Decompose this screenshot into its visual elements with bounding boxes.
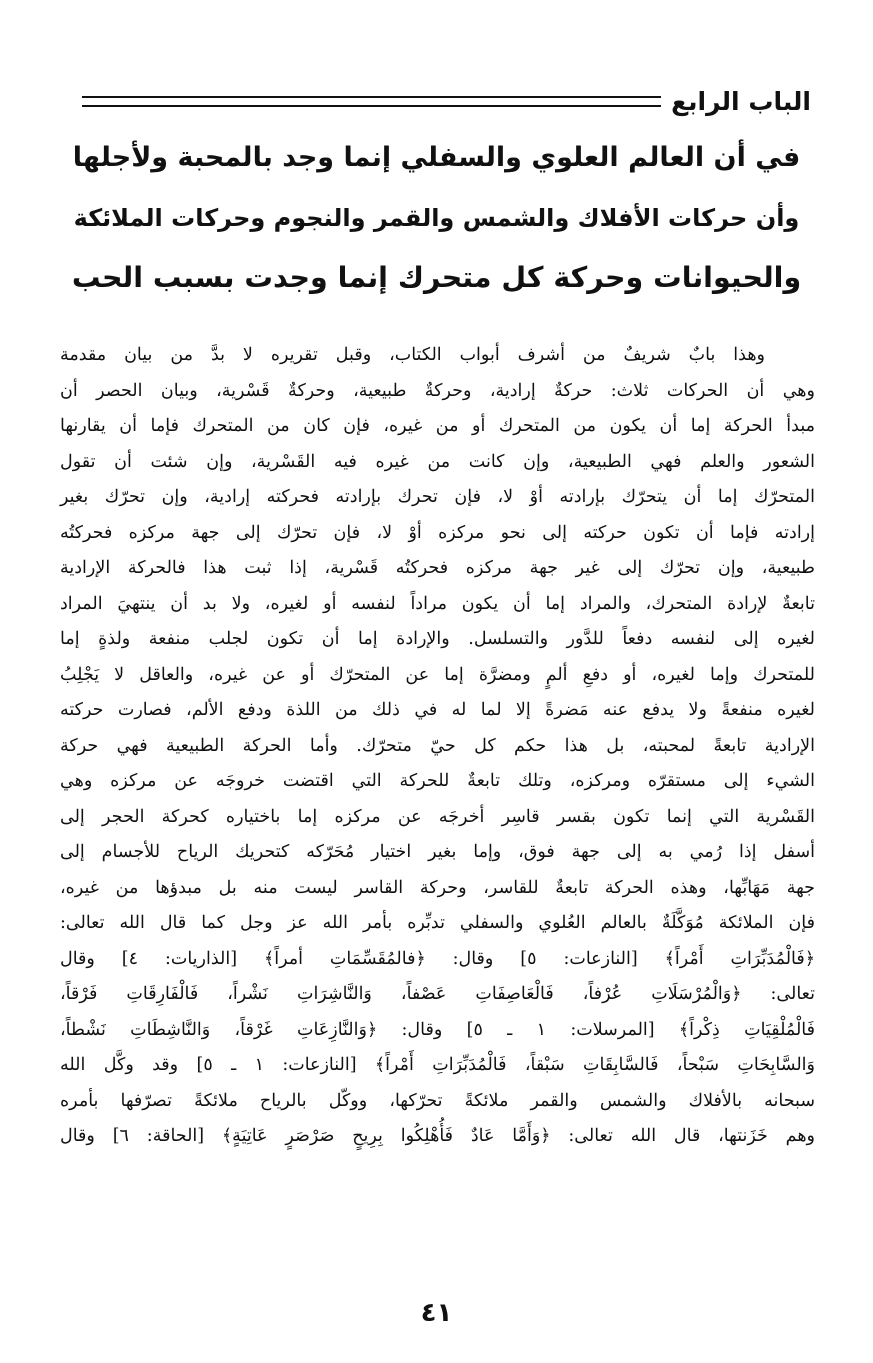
body-line: مبدأ الحركة إما أن يكون من المتحرك أو من غيره، فإن كان من المتحرك فإما أن يقارنها xyxy=(60,416,815,436)
body-line: لغيره إلى لنفسه دفعاً للدَّور والتسلسل. والإرادة إما أن تكون لجلب منفعة ولذةٍ إما xyxy=(60,629,815,649)
body-line: لغيره منفعةً ولا يدفع عنه مَضرةً إلا لما له في ذلك من اللذة ودفع الألم، فصارت حركته xyxy=(60,700,815,720)
chapter-title-line: في أن العالم العلوي والسفلي إنما وجد بالمحبة ولأجلها xyxy=(72,142,801,173)
body-line: تعالى: ﴿وَالْمُرْسَلَاتِ عُرْفاً، فَالْعَاصِفَاتِ عَصْفاً، وَالنَّاشِرَاتِ نَشْراً، فَالْفَارِقَاتِ فَرْقاً، xyxy=(60,984,815,1004)
body-line: وهذا بابٌ شريفٌ من أشرف أبواب الكتاب، وقبل تقريره لا بدَّ من بيان مقدمة xyxy=(60,345,765,365)
body-line: جهة مَهَابِّها، وهذه الحركة تابعةٌ للقاسر، وحركة القاسر ليست منه بل مبدؤها من غيره، xyxy=(60,877,815,898)
body-line: إرادته فإما أن تكون حركته إلى نحو مركزه أوْ لا، فإن تحرّك إلى جهة مركزه فحركتُه xyxy=(60,522,815,543)
body-line: فَالْمُلْقِيَاتِ ذِكْراً﴾ [المرسلات: ١ ـ ٥] وقال: ﴿وَالنَّازِعَاتِ غَرْقاً، وَالنَّاشِطَاتِ نَشْطاً، xyxy=(60,1019,816,1040)
body-paragraph xyxy=(60,338,815,1155)
chapter-title xyxy=(70,128,803,308)
body-line: أسفل إذا رُمي به إلى جهة فوق، وإما بغير اختيار مُحَرّكه كتحريك الرياح للأجسام إلى xyxy=(60,842,815,862)
body-line: وهي أن الحركات ثلاث: حركةٌ إرادية، وحركةٌ طبيعية، وحركةٌ قَسْرية، وبيان الحصر أن xyxy=(60,380,815,401)
body-line: المتحرّك إما أن يتحرّك بإرادته أوْ لا، فإن تحرك بإرادته فحركته إرادية، وإن تحرّك بغير xyxy=(60,487,815,507)
body-line: تابعةٌ لإرادة المتحرك، والمراد إما أن يكون مراداً لنفسه أو لغيره، ولا بد أن ينتهيَ المراد xyxy=(60,593,815,614)
chapter-title-line: والحيوانات وحركة كل متحرك إنما وجدت بسبب الحب xyxy=(71,261,802,294)
body-line: القَسْرية التي إنما تكون بقسر قاسِر أخرجَه عن مركزه إما باختياره كحركة الحجر إلى xyxy=(60,806,815,827)
body-line: ﴿فَالْمُدَبِّرَاتِ أَمْراً﴾ [النازعات: ٥] وقال: ﴿فالمُقَسِّمَاتِ أمراً﴾ [الذاريات: ٤] وقال xyxy=(60,948,816,969)
body-line: للمتحرك وإما لغيره، أو دفعِ ألمٍ ومضرَّة إما عن المتحرّك أو عن غيره، والعاقل لا يَجْلِبُ xyxy=(60,664,815,685)
chapter-label: الباب الرابع xyxy=(671,86,811,116)
body-line: الشعور والعلم فهي الطبيعية، وإن كانت من غيره فيه القَسْرية، وإن شئت أن تقول xyxy=(60,451,815,472)
chapter-title-line: وأن حركات الأفلاك والشمس والقمر والنجوم وحركات الملائكة xyxy=(73,204,800,232)
page-number: ٤١ xyxy=(420,1298,453,1328)
body-line: الإرادية تابعةً لمحبته، بل هذا حكم كل حيّ متحرّك. وأما الحركة الطبيعية فهي حركة xyxy=(60,735,815,756)
body-line: طبيعية، وإن تحرّك إلى غير جهة مركزه فحركتُه قَسْرية، إذا ثبت هذا فالحركة الإرادية xyxy=(60,558,815,578)
body-line: سبحانه بالأفلاك والشمس والقمر ملائكةً تحرّكها، ووكّل بالرياح ملائكةً تصرّفها بأمره xyxy=(60,1090,815,1111)
body-line: فإن الملائكة مُوَكَّلَةٌ بالعالم العُلوي والسفلي تدبِّره بأمر الله عز وجل كما قال الله تعالى: xyxy=(60,913,815,933)
chapter-header xyxy=(82,78,811,124)
body-line: وهم خَزَنتها، قال الله تعالى: ﴿وَأَمَّا عَادٌ فَأُهْلِكُوا بِرِيحٍ صَرْصَرٍ عَاتِيَةٍ﴾ [الحاقة: ٦] وقال xyxy=(60,1126,815,1146)
body-line: وَالسَّابِحَاتِ سَبْحاً، فَالسَّابِقَاتِ سَبْقاً، فَالْمُدَبِّرَاتِ أَمْراً﴾ [النازعات: ١ ـ ٥] وقد وكَّل الله xyxy=(60,1055,815,1075)
header-double-rule xyxy=(82,96,661,107)
body-line: الشيء إلى مستقرّه ومركزه، وتلك تابعةٌ للحركة التي اقتضت خروجَه عن مركزه وهي xyxy=(60,771,815,791)
